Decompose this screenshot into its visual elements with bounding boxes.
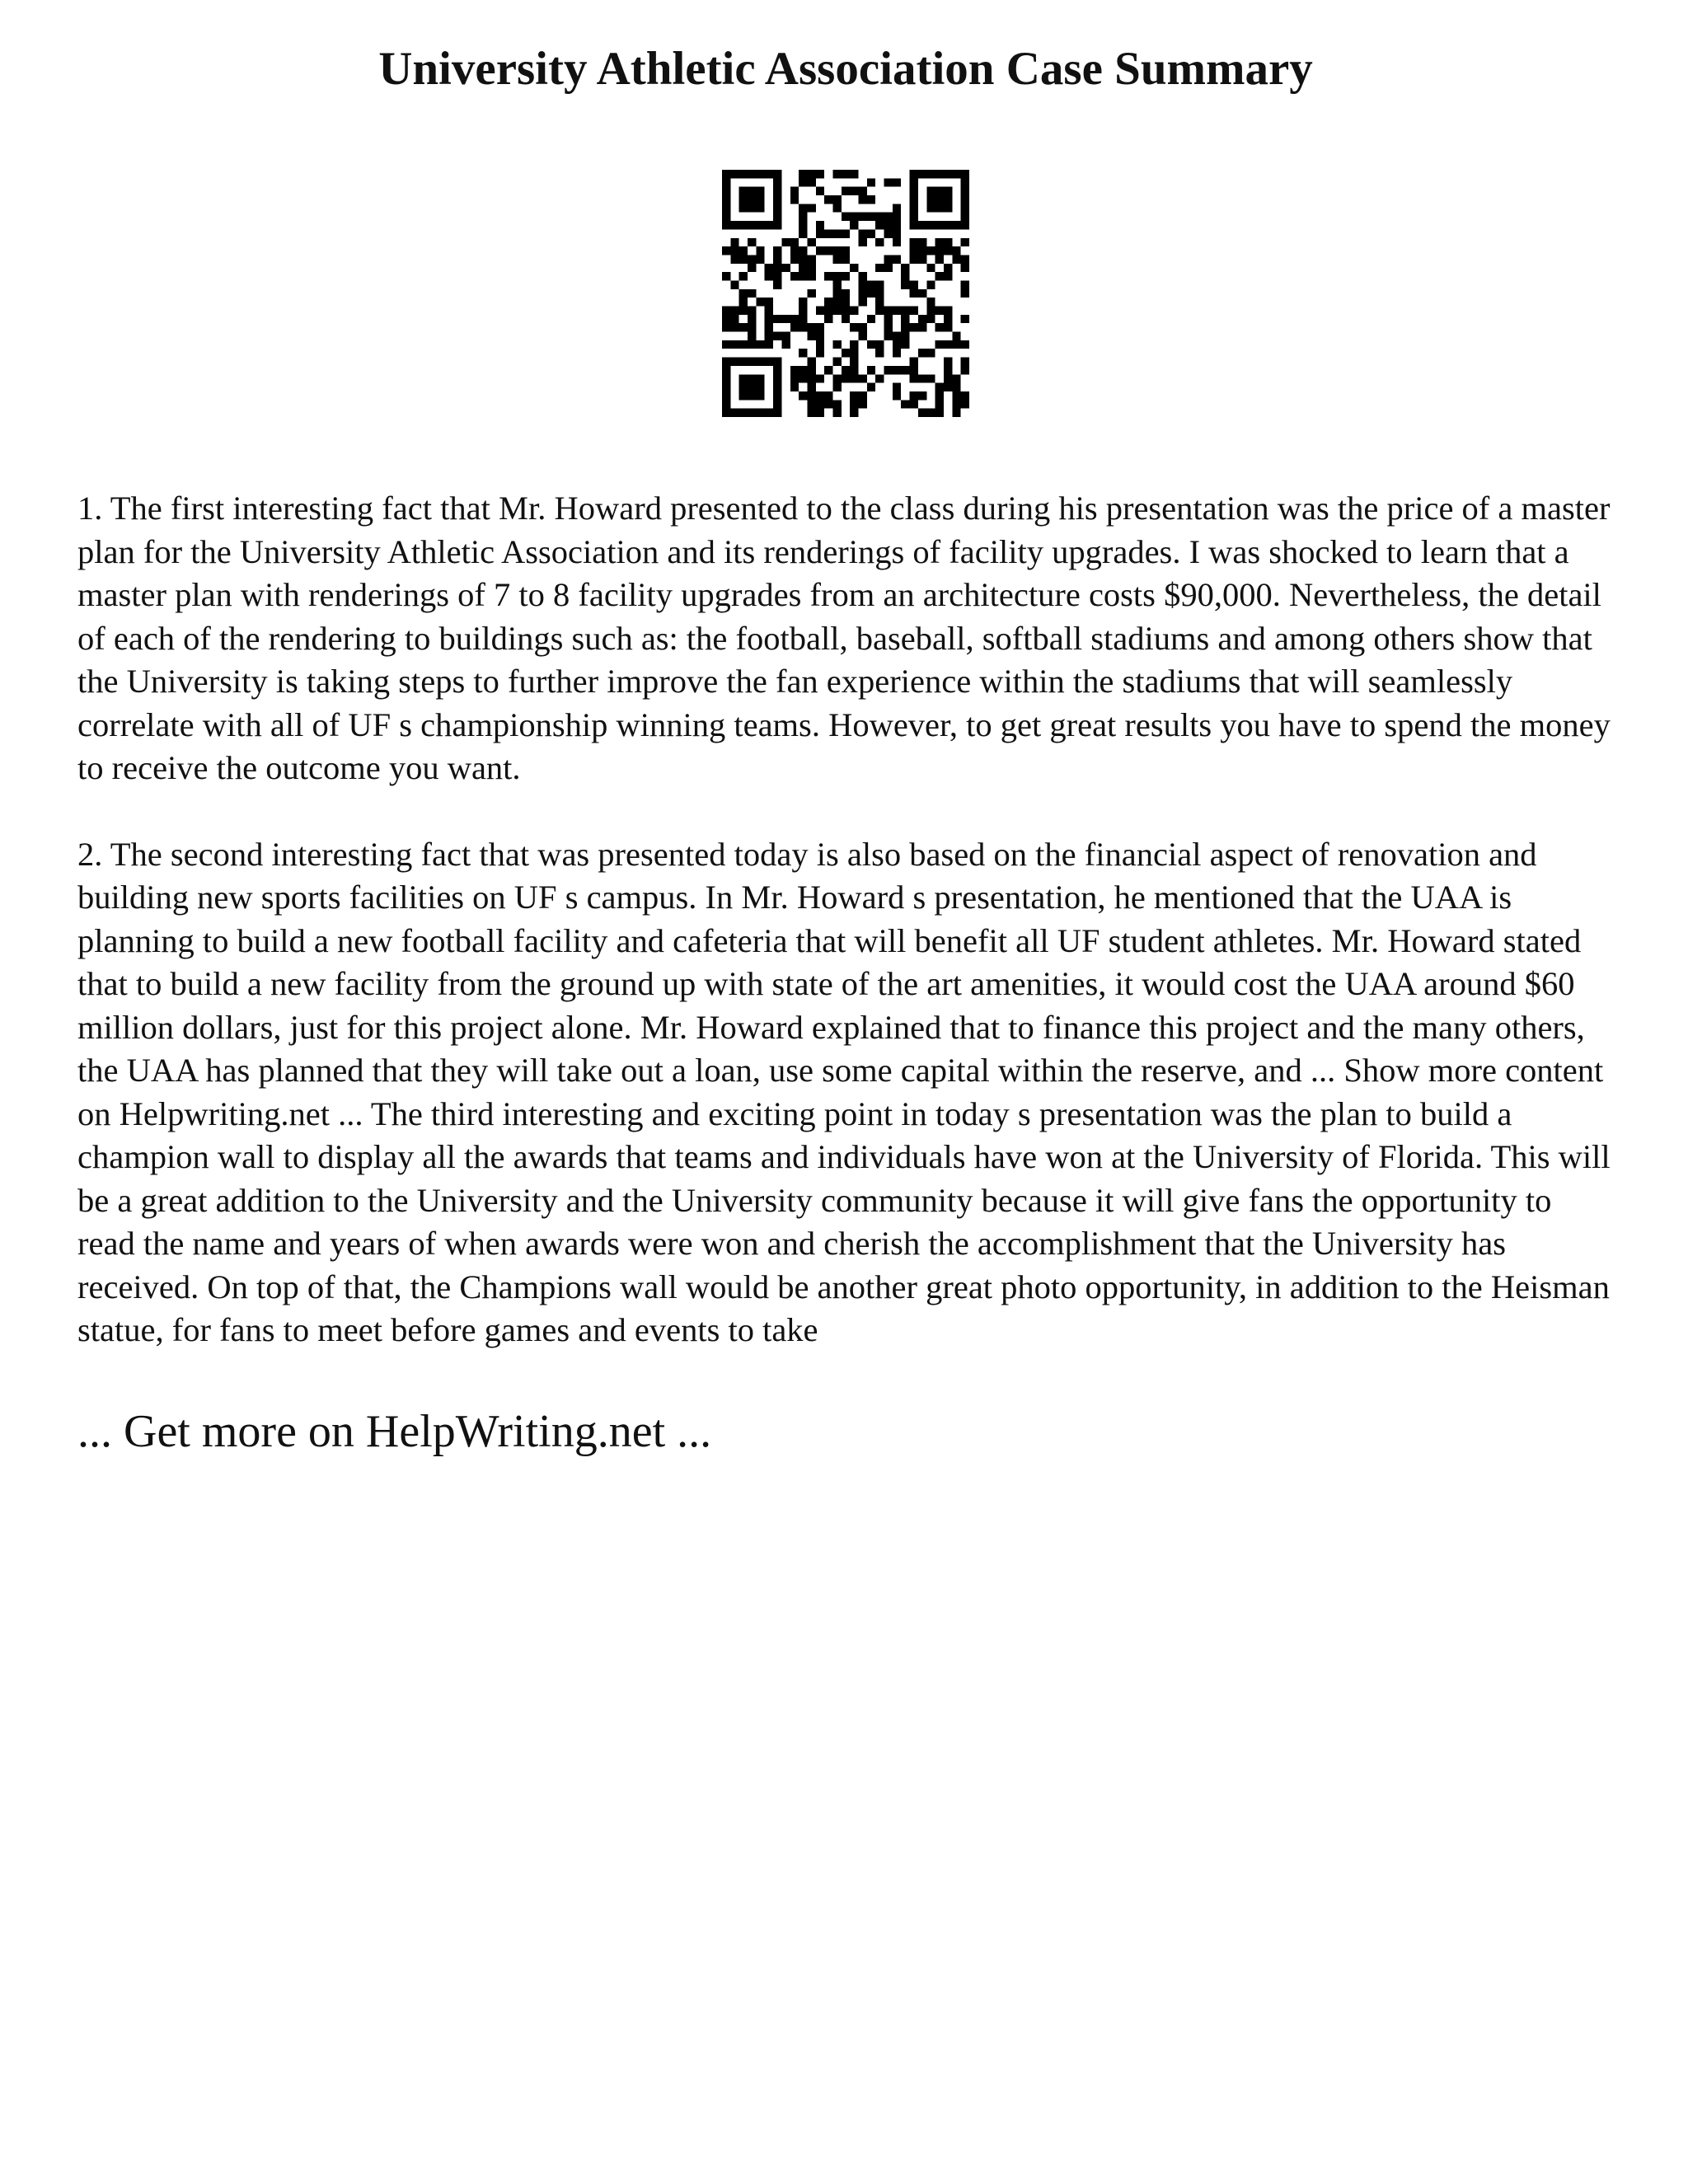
document-title: University Athletic Association Case Summary bbox=[378, 43, 1313, 95]
paragraph-2: 2. The second interesting fact that was presented today is also based on the financial aspect of renovation and building new sports facilities on UF s campus. In Mr. Howard s presentation, he mentioned that the UAA is planning to build a new football facility and cafeteria that will benefit all UF student athletes. Mr. Howard stated that to build a new facility from the ground up with state of the art amenities, it would cost the UAA around $60 million dollars, just for this project alone. Mr. Howard explained that to finance this project and the many others, the UAA has planned that they will take out a loan, use some capital within the reserve, and ... Show more content on Helpwriting.net ... The third interesting and exciting point in today s presentation was the plan to build a champion wall to display all the awards that teams and individuals have won at the University of Florida. This will be a great addition to the University and the University community because it will give fans the opportunity to read the name and years of when awards were won and cherish the accomplishment that the University has received. On top of that, the Champions wall would be another great photo opportunity, in addition to the Heisman statue, for fans to meet before games and events to take bbox=[77, 835, 1611, 1348]
paragraph-1: 1. The first interesting fact that Mr. Howard presented to the class during his presentation was the price of a master plan for the University Athletic Association and its renderings of facility upgrades. I was shocked to learn that a master plan with renderings of 7 to 8 facility upgrades from an architecture costs $90,000. Nevertheless, the detail of each of the rendering to buildings such as: the football, baseball, softball stadiums and among others show that the University is taking steps to further improve the fan experience within the stadiums that will seamlessly correlate with all of UF s championship winning teams. However, to get great results you have to spend the money to receive the outcome you want. bbox=[77, 490, 1611, 786]
get-more-link[interactable]: ... Get more on HelpWriting.net ... bbox=[77, 1405, 712, 1457]
qr-code-icon bbox=[722, 170, 969, 417]
qr-code-container bbox=[77, 170, 1614, 417]
